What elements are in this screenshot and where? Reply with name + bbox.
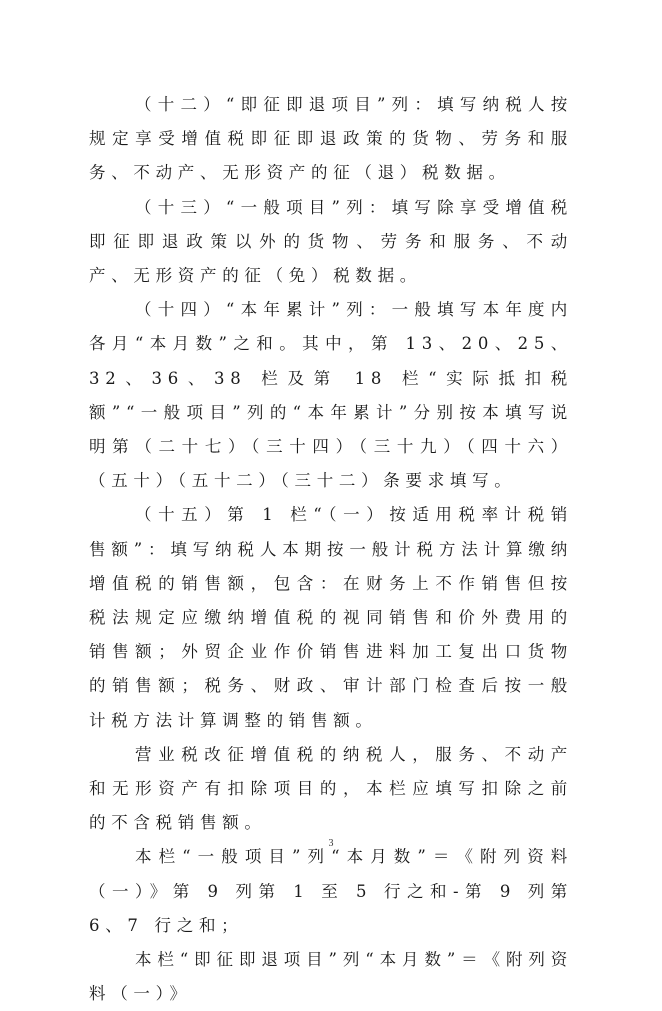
paragraph-item-14: （十四）“本年累计”列：一般填写本年度内各月“本月数”之和。其中，第 13、20、25、32、36、38 栏及第 18 栏“实际抵扣税额”“一般项目”列的“本年累计”分别按本填写说明第（二十七）（三十四）（三十九）（四十六）（五十）（五十二）（三十二）条要求填写。 — [89, 300, 573, 491]
page-number: 3 — [328, 838, 334, 849]
paragraph-immediate-refund-formula: 本栏“即征即退项目”列“本月数”＝《附列资料（一）》 — [89, 950, 573, 1004]
paragraph-general-item-formula: 本栏“一般项目”列“本月数”＝《附列资料（一）》第 9 列第 1 至 5 行之和-第 9 列第 6、7 行之和； — [89, 847, 573, 935]
paragraph-item-15: （十五）第 1 栏“（一）按适用税率计税销售额”：填写纳税人本期按一般计税方法计算缴纳增值税的销售额，包含：在财务上不作销售但按税法规定应缴纳增值税的视同销售和价外费用的销售额；外贸企业作价销售进料加工复出口货物的销售额；税务、财政、审计部门检查后按一般计税方法计算调整的销售额。 — [89, 505, 573, 730]
document-body — [89, 88, 573, 1011]
paragraph-item-13: （十三）“一般项目”列：填写除享受增值税即征即退政策以外的货物、劳务和服务、不动产、无形资产的征（免）税数据。 — [89, 197, 573, 286]
paragraph-deduction-note: 营业税改征增值税的纳税人，服务、不动产和无形资产有扣除项目的，本栏应填写扣除之前的不含税销售额。 — [89, 744, 573, 833]
paragraph-item-12: （十二）“即征即退项目”列：填写纳税人按规定享受增值税即征即退政策的货物、劳务和服务、不动产、无形资产的征（退）税数据。 — [89, 95, 573, 183]
